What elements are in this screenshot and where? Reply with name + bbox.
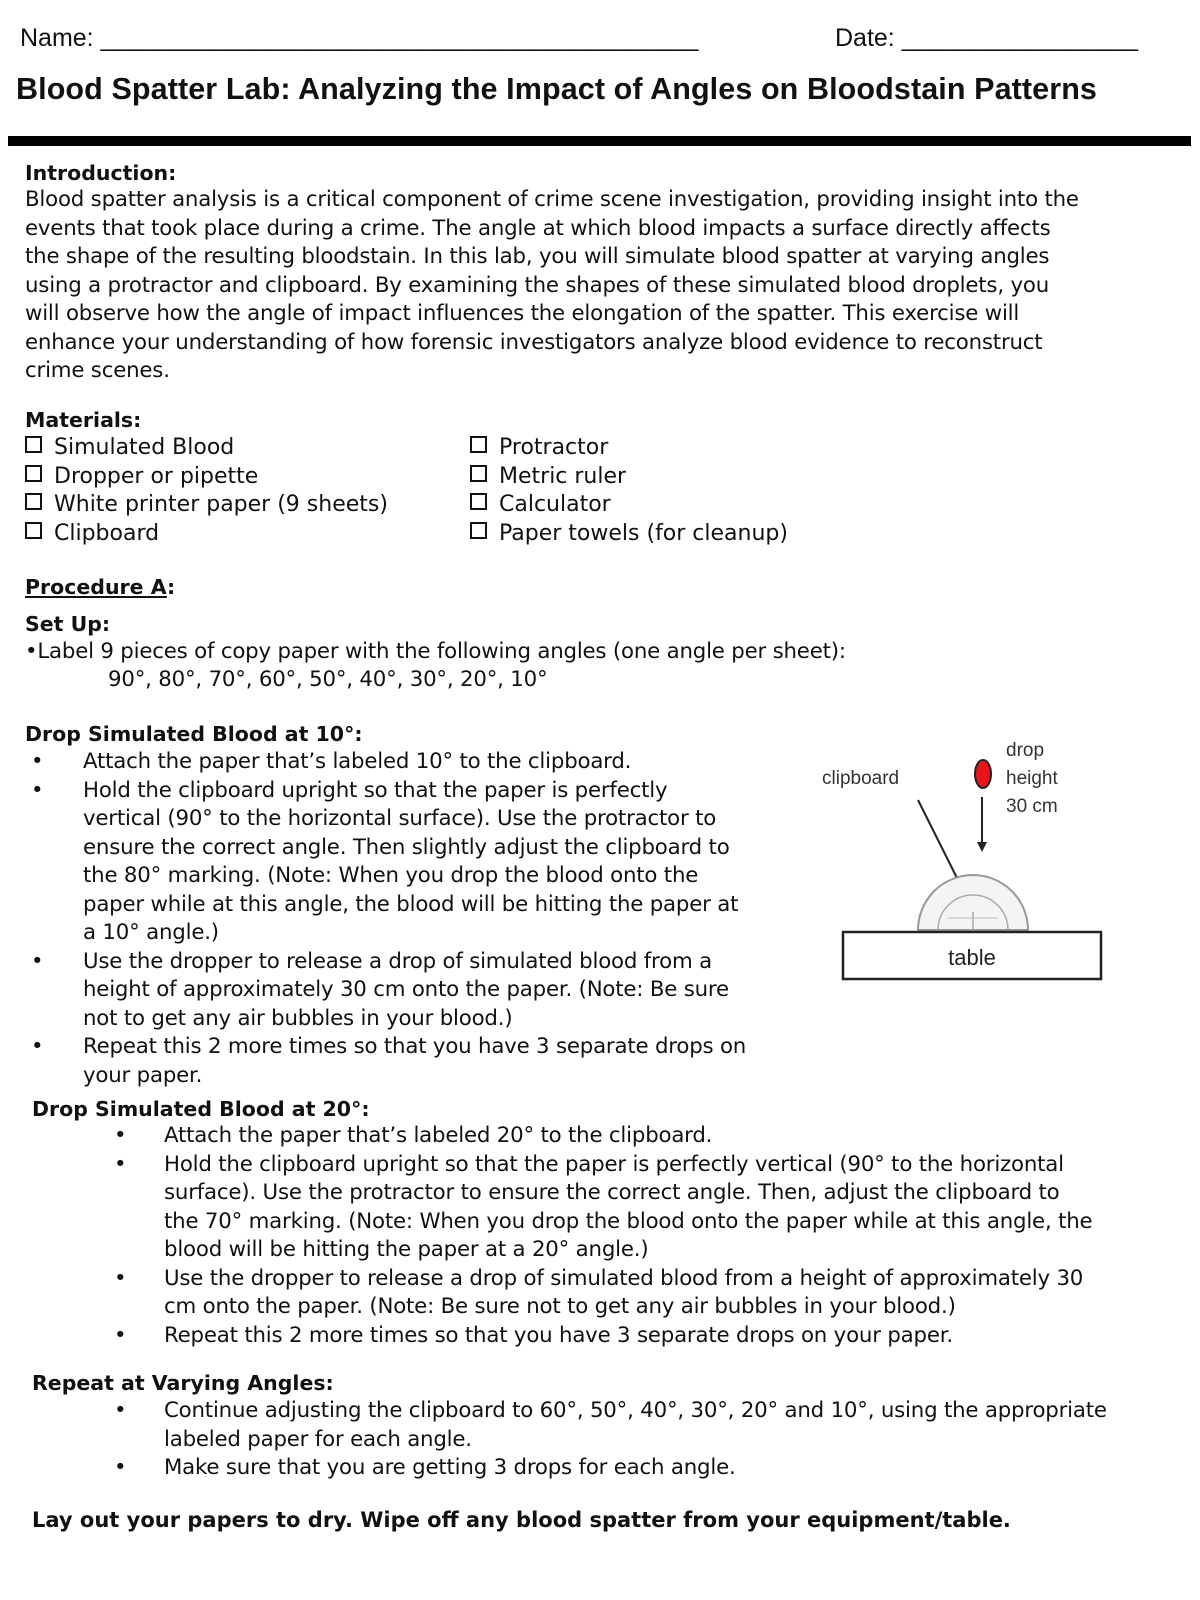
bullet-line: vertical (90° to the horizontal surface). Use the protractor to	[83, 806, 717, 831]
drop20-bullets	[112, 1122, 1192, 1350]
bullet-line: ensure the correct angle. Then slightly adjust the clipboard to	[83, 834, 730, 860]
bullet-icon: •	[114, 1455, 127, 1480]
title-divider	[8, 136, 1191, 146]
procedure-heading	[25, 575, 175, 599]
checkbox-icon[interactable]	[25, 522, 42, 539]
materials-item[interactable]	[470, 491, 788, 520]
intro-heading: Introduction:	[25, 161, 177, 185]
intro-line: enhance your understanding of how forensic investigators analyze blood evidence to reconstruct	[25, 329, 1043, 355]
checkbox-icon[interactable]	[25, 465, 42, 482]
drop-label: drop	[1006, 740, 1045, 761]
checkbox-icon[interactable]	[470, 465, 487, 482]
blood-drop-icon	[975, 760, 991, 788]
bullet-line: Use the dropper to release a drop of simulated blood from a	[83, 948, 712, 974]
name-date-line	[20, 24, 1180, 53]
materials-item-label: Simulated Blood	[54, 435, 235, 460]
list-item	[112, 1397, 1192, 1454]
angles-list: 90°, 80°, 70°, 60°, 50°, 40°, 30°, 20°, 10°	[108, 667, 548, 692]
drop20-heading: Drop Simulated Blood at 20°:	[32, 1097, 370, 1121]
materials-item-label: Calculator	[499, 492, 611, 517]
checkbox-icon[interactable]	[470, 522, 487, 539]
materials-item-label: Metric ruler	[499, 463, 627, 489]
bullet-icon: •	[31, 1034, 44, 1059]
drop10-heading: Drop Simulated Blood at 10°:	[25, 722, 363, 746]
materials-item-label: Clipboard	[54, 520, 160, 546]
bullet-line: cm onto the paper. (Note: Be sure not to get any air bubbles in your blood.)	[164, 1294, 956, 1319]
checkbox-icon[interactable]	[470, 436, 487, 453]
repeat-heading: Repeat at Varying Angles:	[32, 1371, 334, 1395]
list-item	[112, 1122, 1192, 1151]
bullet-icon: •	[114, 1151, 127, 1177]
materials-list-left	[25, 434, 388, 548]
intro-paragraph	[25, 186, 1185, 386]
list-item	[112, 1265, 1192, 1322]
materials-item-label: Paper towels (for cleanup)	[499, 520, 788, 546]
list-item	[112, 1151, 1192, 1265]
height-label: height	[1006, 768, 1058, 789]
procedure-heading-text: Procedure A	[25, 575, 167, 599]
bullet-icon: •	[114, 1265, 127, 1291]
bullet-icon: •	[31, 777, 44, 803]
closing-instruction: Lay out your papers to dry. Wipe off any blood spatter from your equipment/table.	[32, 1508, 1011, 1532]
intro-line: using a protractor and clipboard. By examining the shapes of these simulated blood droplets, you	[25, 272, 1049, 298]
bullet-line: Continue adjusting the clipboard to 60°, 50°, 40°, 30°, 20° and 10°, using the appropriate	[164, 1398, 1107, 1423]
date-field-label: Date: _________________	[835, 24, 1139, 52]
repeat-bullets	[112, 1397, 1192, 1483]
bullet-line: blood will be hitting the paper at a 20° angle.)	[164, 1237, 649, 1262]
setup-diagram	[822, 740, 1140, 1012]
page-title: Blood Spatter Lab: Analyzing the Impact of Angles on Bloodstain Patterns	[16, 72, 1097, 106]
bullet-icon: •	[31, 948, 44, 974]
list-item	[112, 1322, 1192, 1351]
list-item	[25, 1033, 805, 1090]
bullet-line: paper while at this angle, the blood will be hitting the paper at	[83, 891, 739, 917]
setup-heading: Set Up:	[25, 612, 111, 636]
list-item	[25, 777, 805, 948]
bullet-line: Repeat this 2 more times so that you have 3 separate drops on	[83, 1034, 747, 1059]
list-item	[25, 748, 805, 777]
materials-item[interactable]	[25, 491, 388, 520]
bullet-line: your paper.	[83, 1062, 203, 1088]
intro-line: will observe how the angle of impact influences the elongation of the spatter. This exercise will	[25, 301, 1020, 326]
name-field-label: Name: ___________________________________________	[20, 24, 699, 52]
bullet-line: the 80° marking. (Note: When you drop the blood onto the	[83, 863, 699, 888]
intro-line: events that took place during a crime. The angle at which blood impacts a surface directly affects	[25, 215, 1051, 241]
bullet-line: Hold the clipboard upright so that the paper is perfectly vertical (90° to the horizontal	[164, 1151, 1064, 1177]
setup-instruction: •Label 9 pieces of copy paper with the following angles (one angle per sheet):	[25, 639, 846, 664]
bullet-line: Use the dropper to release a drop of simulated blood from a height of approximately 30	[164, 1265, 1084, 1291]
table-label: table	[948, 945, 996, 970]
bullet-line: Attach the paper that’s labeled 20° to the clipboard.	[164, 1123, 713, 1148]
materials-item[interactable]	[25, 520, 388, 549]
materials-item[interactable]	[25, 463, 388, 492]
bullet-icon: •	[31, 749, 44, 774]
intro-line: Blood spatter analysis is a critical component of crime scene investigation, providing insight into the	[25, 187, 1079, 212]
diagram-svg	[822, 740, 1140, 1012]
materials-item[interactable]	[470, 463, 788, 492]
materials-item-label: Protractor	[499, 435, 609, 460]
list-item	[112, 1454, 1192, 1483]
bullet-line: Repeat this 2 more times so that you have 3 separate drops on your paper.	[164, 1322, 953, 1348]
materials-heading: Materials:	[25, 408, 142, 432]
clipboard-pointer-line	[918, 800, 958, 880]
procedure-heading-colon: :	[166, 575, 176, 599]
materials-item[interactable]	[470, 434, 788, 463]
bullet-icon: •	[114, 1322, 127, 1348]
drop10-bullets	[25, 748, 805, 1090]
bullet-line: Hold the clipboard upright so that the paper is perfectly	[83, 777, 668, 803]
bullet-line: a 10° angle.)	[83, 920, 219, 945]
intro-line: the shape of the resulting bloodstain. In this lab, you will simulate blood spatter at varying angles	[25, 244, 1050, 269]
bullet-line: Make sure that you are getting 3 drops for each angle.	[164, 1455, 736, 1480]
materials-item[interactable]	[25, 434, 388, 463]
bullet-line: the 70° marking. (Note: When you drop the blood onto the paper while at this angle, the	[164, 1208, 1093, 1234]
bullet-line: height of approximately 30 cm onto the paper. (Note: Be sure	[83, 977, 729, 1002]
drop-arrowhead-icon	[977, 842, 987, 852]
materials-list-right	[470, 434, 788, 548]
bullet-icon: •	[114, 1123, 127, 1148]
bullet-icon: •	[114, 1398, 127, 1423]
height-value-label: 30 cm	[1006, 796, 1058, 817]
materials-item-label: Dropper or pipette	[54, 463, 259, 489]
intro-line: crime scenes.	[25, 358, 170, 383]
clipboard-label: clipboard	[822, 768, 900, 789]
materials-item[interactable]	[470, 520, 788, 549]
bullet-line: Attach the paper that’s labeled 10° to the clipboard.	[83, 749, 632, 774]
checkbox-icon[interactable]	[470, 493, 487, 510]
materials-item-label: White printer paper (9 sheets)	[54, 492, 388, 517]
bullet-line: surface). Use the protractor to ensure the correct angle. Then, adjust the clipboard to	[164, 1180, 1060, 1205]
bullet-line: labeled paper for each angle.	[164, 1426, 472, 1452]
list-item	[25, 948, 805, 1034]
checkbox-icon[interactable]	[25, 436, 42, 453]
checkbox-icon[interactable]	[25, 493, 42, 510]
bullet-line: not to get any air bubbles in your blood.)	[83, 1005, 513, 1031]
